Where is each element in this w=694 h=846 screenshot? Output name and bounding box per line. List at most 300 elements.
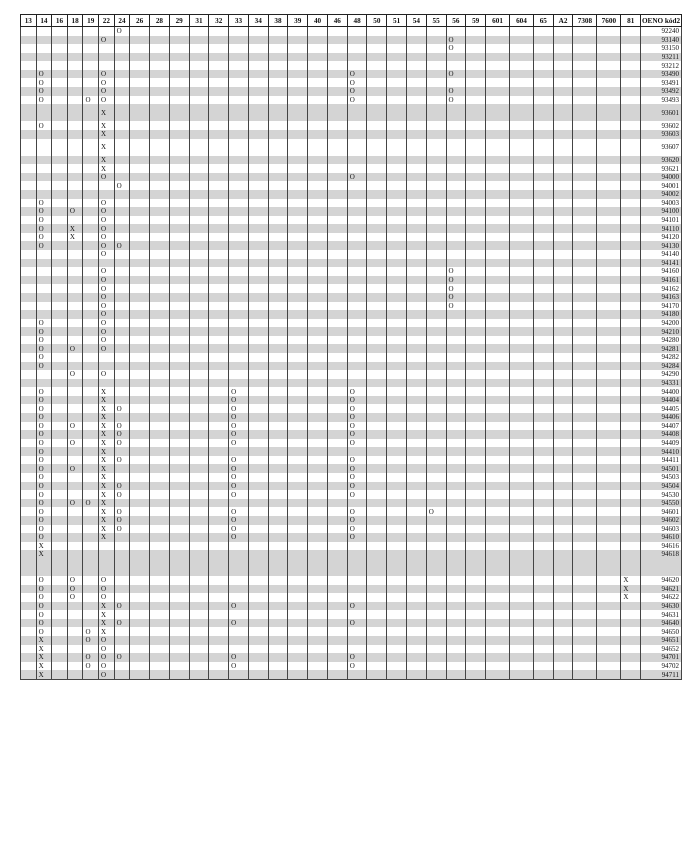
mark-cell <box>67 550 83 576</box>
mark-cell <box>114 96 130 105</box>
mark-cell <box>83 396 99 405</box>
mark-cell <box>553 379 573 388</box>
mark-cell <box>150 121 170 130</box>
mark-cell <box>189 224 209 233</box>
mark-cell: O <box>99 250 115 259</box>
mark-cell <box>387 302 407 311</box>
mark-cell <box>533 353 553 362</box>
mark-cell <box>130 216 150 225</box>
mark-cell <box>130 130 150 139</box>
table-row <box>21 233 682 242</box>
mark-cell <box>308 276 328 285</box>
mark-cell <box>367 456 387 465</box>
mark-cell <box>573 653 597 662</box>
mark-cell <box>621 61 641 70</box>
mark-cell <box>52 104 68 121</box>
mark-cell <box>308 173 328 182</box>
mark-cell <box>248 516 268 525</box>
mark-cell <box>36 61 52 70</box>
mark-cell <box>406 27 426 36</box>
mark-cell <box>533 439 553 448</box>
mark-cell <box>308 199 328 208</box>
mark-cell <box>83 464 99 473</box>
mark-cell <box>189 276 209 285</box>
mark-cell <box>621 456 641 465</box>
mark-cell: X <box>99 404 115 413</box>
mark-cell <box>466 53 486 62</box>
mark-cell <box>347 319 367 328</box>
mark-cell <box>288 593 308 602</box>
mark-cell <box>268 181 288 190</box>
mark-cell <box>229 542 249 551</box>
mark-cell <box>268 53 288 62</box>
mark-cell: O <box>36 525 52 534</box>
mark-cell <box>367 284 387 293</box>
mark-cell <box>387 310 407 319</box>
mark-cell <box>553 302 573 311</box>
mark-cell <box>367 199 387 208</box>
mark-cell: O <box>67 499 83 508</box>
mark-cell <box>387 447 407 456</box>
mark-cell <box>367 619 387 628</box>
column-header: 28 <box>150 15 170 27</box>
mark-cell <box>83 550 99 576</box>
mark-cell <box>553 533 573 542</box>
mark-cell <box>189 662 209 671</box>
mark-cell <box>189 139 209 156</box>
mark-cell <box>426 78 446 87</box>
mark-cell <box>130 507 150 516</box>
mark-cell <box>52 327 68 336</box>
mark-cell <box>268 156 288 165</box>
mark-cell <box>466 259 486 268</box>
mark-cell <box>553 319 573 328</box>
mark-cell <box>288 490 308 499</box>
mark-cell <box>189 284 209 293</box>
mark-cell <box>426 241 446 250</box>
mark-cell <box>52 190 68 199</box>
mark-cell <box>486 662 510 671</box>
mark-cell <box>114 576 130 585</box>
mark-cell <box>209 276 229 285</box>
mark-cell <box>268 224 288 233</box>
mark-cell: O <box>229 507 249 516</box>
mark-cell <box>486 36 510 45</box>
mark-cell <box>21 645 37 654</box>
mark-cell <box>52 319 68 328</box>
mark-cell <box>406 96 426 105</box>
mark-cell <box>209 456 229 465</box>
mark-cell <box>209 396 229 405</box>
mark-cell <box>308 413 328 422</box>
column-header: 50 <box>367 15 387 27</box>
mark-cell <box>327 87 347 96</box>
mark-cell <box>308 181 328 190</box>
mark-cell <box>99 181 115 190</box>
mark-cell <box>308 259 328 268</box>
mark-cell <box>347 121 367 130</box>
mark-cell <box>99 61 115 70</box>
mark-cell <box>387 319 407 328</box>
mark-cell: O <box>36 78 52 87</box>
table-row <box>21 27 682 36</box>
mark-cell <box>553 241 573 250</box>
mark-cell <box>533 413 553 422</box>
mark-cell: O <box>36 241 52 250</box>
mark-cell <box>150 525 170 534</box>
mark-cell <box>52 233 68 242</box>
mark-cell <box>387 370 407 379</box>
mark-cell: O <box>36 585 52 594</box>
mark-cell <box>308 585 328 594</box>
mark-cell <box>426 473 446 482</box>
mark-cell <box>573 164 597 173</box>
mark-cell <box>553 181 573 190</box>
mark-cell <box>327 96 347 105</box>
oeno-code-cell: 94284 <box>641 362 682 371</box>
mark-cell <box>597 276 621 285</box>
mark-cell <box>426 53 446 62</box>
mark-cell <box>248 181 268 190</box>
mark-cell <box>130 190 150 199</box>
mark-cell: X <box>99 439 115 448</box>
mark-cell <box>486 190 510 199</box>
mark-cell <box>466 319 486 328</box>
mark-cell <box>533 482 553 491</box>
table-row <box>21 662 682 671</box>
mark-cell <box>36 250 52 259</box>
mark-cell <box>621 336 641 345</box>
mark-cell <box>83 104 99 121</box>
mark-cell <box>406 241 426 250</box>
mark-cell <box>268 464 288 473</box>
mark-cell <box>553 499 573 508</box>
mark-cell <box>621 362 641 371</box>
mark-cell <box>209 173 229 182</box>
mark-cell <box>130 259 150 268</box>
mark-cell: O <box>229 456 249 465</box>
mark-cell <box>209 96 229 105</box>
mark-cell <box>466 362 486 371</box>
mark-cell <box>367 216 387 225</box>
mark-cell <box>426 121 446 130</box>
mark-cell <box>114 267 130 276</box>
mark-cell: O <box>99 670 115 679</box>
mark-cell: O <box>229 464 249 473</box>
mark-cell <box>248 156 268 165</box>
mark-cell <box>327 241 347 250</box>
mark-cell <box>533 422 553 431</box>
mark-cell <box>268 585 288 594</box>
table-row <box>21 507 682 516</box>
mark-cell <box>52 181 68 190</box>
mark-cell <box>446 216 466 225</box>
mark-cell <box>367 207 387 216</box>
mark-cell <box>130 139 150 156</box>
mark-cell <box>446 259 466 268</box>
mark-cell <box>83 302 99 311</box>
mark-cell <box>446 207 466 216</box>
mark-cell <box>533 276 553 285</box>
mark-cell <box>597 207 621 216</box>
mark-cell <box>466 336 486 345</box>
mark-cell: O <box>229 602 249 611</box>
mark-cell: O <box>347 422 367 431</box>
oeno-code-cell: 94411 <box>641 456 682 465</box>
mark-cell <box>67 353 83 362</box>
mark-cell <box>621 447 641 456</box>
mark-cell <box>83 156 99 165</box>
mark-cell <box>406 593 426 602</box>
mark-cell <box>169 164 189 173</box>
mark-cell <box>209 250 229 259</box>
mark-cell <box>248 610 268 619</box>
mark-cell <box>288 181 308 190</box>
mark-cell <box>189 27 209 36</box>
mark-cell <box>52 550 68 576</box>
mark-cell <box>573 139 597 156</box>
mark-cell <box>466 499 486 508</box>
oeno-code-cell: 94170 <box>641 302 682 311</box>
mark-cell <box>406 44 426 53</box>
mark-cell <box>52 250 68 259</box>
mark-cell <box>209 121 229 130</box>
mark-cell <box>446 550 466 576</box>
oeno-code-cell: 94110 <box>641 224 682 233</box>
mark-cell <box>486 533 510 542</box>
table-row <box>21 156 682 165</box>
mark-cell <box>553 53 573 62</box>
mark-cell <box>268 456 288 465</box>
mark-cell <box>597 550 621 576</box>
mark-cell: X <box>99 610 115 619</box>
mark-cell <box>189 585 209 594</box>
mark-cell <box>130 610 150 619</box>
mark-cell <box>67 27 83 36</box>
mark-cell <box>268 396 288 405</box>
mark-cell <box>406 387 426 396</box>
mark-cell <box>621 344 641 353</box>
mark-cell <box>67 164 83 173</box>
mark-cell: X <box>99 396 115 405</box>
mark-cell <box>21 533 37 542</box>
mark-cell <box>387 533 407 542</box>
mark-cell <box>83 207 99 216</box>
mark-cell: O <box>229 396 249 405</box>
mark-cell <box>387 207 407 216</box>
mark-cell <box>150 284 170 293</box>
mark-cell <box>308 44 328 53</box>
mark-cell <box>573 36 597 45</box>
mark-cell <box>308 327 328 336</box>
table-row <box>21 130 682 139</box>
column-header: 16 <box>52 15 68 27</box>
mark-cell <box>533 379 553 388</box>
mark-cell <box>288 130 308 139</box>
mark-cell <box>347 362 367 371</box>
mark-cell <box>52 61 68 70</box>
mark-cell <box>150 490 170 499</box>
mark-cell <box>597 121 621 130</box>
mark-cell <box>553 447 573 456</box>
mark-cell <box>288 310 308 319</box>
mark-cell <box>367 336 387 345</box>
mark-cell <box>466 233 486 242</box>
mark-cell <box>446 379 466 388</box>
mark-cell <box>288 413 308 422</box>
mark-cell <box>308 602 328 611</box>
mark-cell <box>209 516 229 525</box>
mark-cell <box>509 396 533 405</box>
mark-cell <box>150 533 170 542</box>
mark-cell <box>533 156 553 165</box>
table-row <box>21 413 682 422</box>
mark-cell <box>597 662 621 671</box>
oeno-code-cell: 94410 <box>641 447 682 456</box>
mark-cell <box>268 190 288 199</box>
mark-cell: O <box>229 439 249 448</box>
mark-cell <box>99 53 115 62</box>
oeno-code-cell: 94290 <box>641 370 682 379</box>
mark-cell <box>21 662 37 671</box>
mark-cell <box>248 379 268 388</box>
mark-cell <box>268 130 288 139</box>
mark-cell <box>533 190 553 199</box>
mark-cell <box>189 413 209 422</box>
mark-cell <box>553 224 573 233</box>
mark-cell: X <box>99 473 115 482</box>
mark-cell <box>327 27 347 36</box>
mark-cell <box>509 344 533 353</box>
mark-cell <box>268 370 288 379</box>
mark-cell <box>52 610 68 619</box>
mark-cell <box>426 636 446 645</box>
mark-cell <box>229 121 249 130</box>
mark-cell <box>189 70 209 79</box>
mark-cell <box>367 233 387 242</box>
mark-cell <box>83 353 99 362</box>
mark-cell: O <box>36 602 52 611</box>
mark-cell <box>621 404 641 413</box>
mark-cell <box>327 533 347 542</box>
column-header: 24 <box>114 15 130 27</box>
mark-cell <box>308 87 328 96</box>
mark-cell <box>21 387 37 396</box>
mark-cell <box>67 78 83 87</box>
mark-cell <box>466 482 486 491</box>
mark-cell <box>67 507 83 516</box>
mark-cell <box>21 499 37 508</box>
mark-cell <box>426 627 446 636</box>
mark-cell <box>406 464 426 473</box>
mark-cell <box>21 473 37 482</box>
mark-cell <box>130 61 150 70</box>
mark-cell <box>446 413 466 422</box>
mark-cell <box>189 464 209 473</box>
mark-cell <box>597 396 621 405</box>
mark-cell: O <box>114 602 130 611</box>
mark-cell <box>533 96 553 105</box>
mark-cell <box>466 87 486 96</box>
mark-cell <box>52 276 68 285</box>
mark-cell <box>288 267 308 276</box>
mark-cell: O <box>99 36 115 45</box>
mark-cell <box>486 156 510 165</box>
mark-cell <box>387 670 407 679</box>
mark-cell: X <box>99 602 115 611</box>
mark-cell <box>509 293 533 302</box>
mark-cell <box>114 370 130 379</box>
mark-cell: O <box>114 181 130 190</box>
mark-cell <box>406 447 426 456</box>
mark-cell <box>509 121 533 130</box>
mark-cell <box>52 207 68 216</box>
mark-cell <box>83 199 99 208</box>
mark-cell <box>169 362 189 371</box>
mark-cell <box>169 44 189 53</box>
mark-cell <box>169 130 189 139</box>
mark-cell <box>347 190 367 199</box>
mark-cell <box>387 362 407 371</box>
mark-cell <box>406 645 426 654</box>
mark-cell <box>67 319 83 328</box>
mark-cell <box>114 585 130 594</box>
mark-cell <box>83 430 99 439</box>
mark-cell <box>466 310 486 319</box>
table-row <box>21 645 682 654</box>
mark-cell: X <box>99 121 115 130</box>
mark-cell <box>533 602 553 611</box>
mark-cell <box>553 525 573 534</box>
mark-cell <box>406 233 426 242</box>
mark-cell <box>387 164 407 173</box>
mark-cell <box>114 259 130 268</box>
mark-cell <box>509 36 533 45</box>
mark-cell <box>67 241 83 250</box>
mark-cell <box>426 619 446 628</box>
table-row <box>21 336 682 345</box>
mark-cell <box>83 276 99 285</box>
mark-cell <box>367 121 387 130</box>
mark-cell <box>509 430 533 439</box>
mark-cell <box>387 413 407 422</box>
mark-cell <box>169 36 189 45</box>
mark-cell <box>347 310 367 319</box>
mark-cell: O <box>83 627 99 636</box>
mark-cell <box>446 250 466 259</box>
mark-cell: O <box>99 78 115 87</box>
mark-cell <box>52 602 68 611</box>
table-row <box>21 404 682 413</box>
mark-cell <box>67 447 83 456</box>
mark-cell <box>209 344 229 353</box>
mark-cell: X <box>99 507 115 516</box>
mark-cell <box>308 499 328 508</box>
mark-cell <box>533 224 553 233</box>
mark-cell <box>189 181 209 190</box>
mark-cell <box>114 542 130 551</box>
mark-cell <box>406 284 426 293</box>
mark-cell <box>189 550 209 576</box>
mark-cell <box>288 645 308 654</box>
mark-cell <box>597 156 621 165</box>
mark-cell <box>268 302 288 311</box>
mark-cell <box>130 542 150 551</box>
mark-cell <box>83 327 99 336</box>
mark-cell <box>486 27 510 36</box>
mark-cell <box>288 482 308 491</box>
mark-cell <box>229 233 249 242</box>
